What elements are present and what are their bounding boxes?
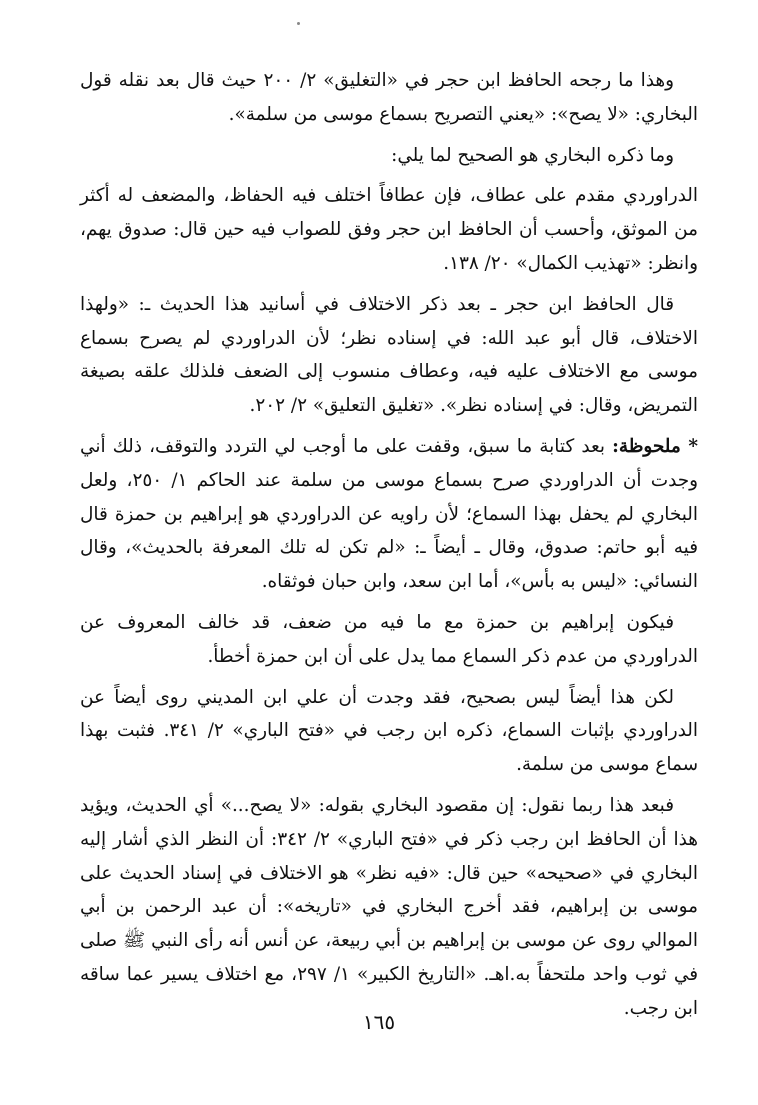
- paragraph-2: وما ذكره البخاري هو الصحيح لما يلي:: [391, 144, 674, 166]
- note-paragraph: [80, 430, 698, 599]
- stray-dot: [297, 22, 300, 25]
- paragraph-8: فبعد هذا ربما نقول: إن مقصود البخاري بقوله: «لا يصح...» أي الحديث، ويؤيد هذا أن الحافظ ابن رجب ذكر في «فتح الباري» ٢/ ٣٤٢: أن النظر الذي أشار إليه البخاري في «صحيحه» حين قال: «فيه نظر» هو الاختلاف في إسناد الحديث على موسى بن إبراهيم، فقد أخرج البخاري في «تاريخه»: أن عبد الرحمن بن أبي الموالي روى عن موسى بن إبراهيم بن أبي ربيعة، عن أنس أنه رأى النبي ﷺ صلى في ثوب واحد ملتحفاً به.اهـ. «التاريخ الكبير» ١/ ٢٩٧، مع اختلاف يسير عما ساقه ابن رجب.: [80, 794, 699, 1019]
- paragraph-4: قال الحافظ ابن حجر ـ بعد ذكر الاختلاف في أسانيد هذا الحديث ـ: «ولهذا الاختلاف، قال أبو عبد الله: في إسناده نظر؛ لأن الدراوردي لم يصرح بسماع موسى مع الاختلاف عليه فيه، وعطاف منسوب إلى الضعف فلذلك علقه بصيغة التمريض، وقال: في إسناده نظر». «تغليق التعليق» ٢/ ٢٠٢.: [80, 293, 698, 417]
- page-number: ١٦٥: [362, 1010, 396, 1034]
- paragraph-7: لكن هذا أيضاً ليس بصحيح، فقد وجدت أن علي ابن المديني روى أيضاً عن الدراوردي بإثبات السماع، ذكره ابن رجب في «فتح الباري» ٢/ ٣٤١. فثبت بهذا سماع موسى من سلمة.: [80, 686, 698, 776]
- paragraph-3: الدراوردي مقدم على عطاف، فإن عطافاً اختلف فيه الحفاظ، والمضعف له أكثر من الموثق، وأحسب أن الحافظ ابن حجر وفق للصواب فيه حين قال: صدوق يهم، وانظر: «تهذيب الكمال» ٢٠/ ١٣٨.: [80, 185, 698, 274]
- paragraph-6: فيكون إبراهيم بن حمزة مع ما فيه من ضعف، قد خالف المعروف عن الدراوردي من عدم ذكر السماع مما يدل على أن ابن حمزة أخطأ.: [80, 611, 698, 667]
- note-label: * ملحوظة:: [612, 435, 698, 457]
- paragraph-1: وهذا ما رجحه الحافظ ابن حجر في «التغليق» ٢/ ٢٠٠ حيث قال بعد نقله قول البخاري: «لا يصح»: «يعني التصريح بسماع موسى من سلمة».: [80, 70, 698, 125]
- note-text: بعد كتابة ما سبق، وقفت على ما أوجب لي التردد والتوقف، ذلك أني وجدت أن الدراوردي صرح بسماع موسى من سلمة عند الحاكم ١/ ٢٥٠، ولعل البخاري لم يحفل بهذا السماع؛ لأن راويه عن الدراوردي هو إبراهيم بن حمزة قال فيه أبو حاتم: صدوق، وقال ـ أيضاً ـ: «لم تكن له تلك المعرفة بالحديث»، وقال النسائي: «ليس به بأس»، أما ابن سعد، وابن حبان فوثقاه.: [80, 435, 698, 593]
- document-body: [80, 64, 698, 1033]
